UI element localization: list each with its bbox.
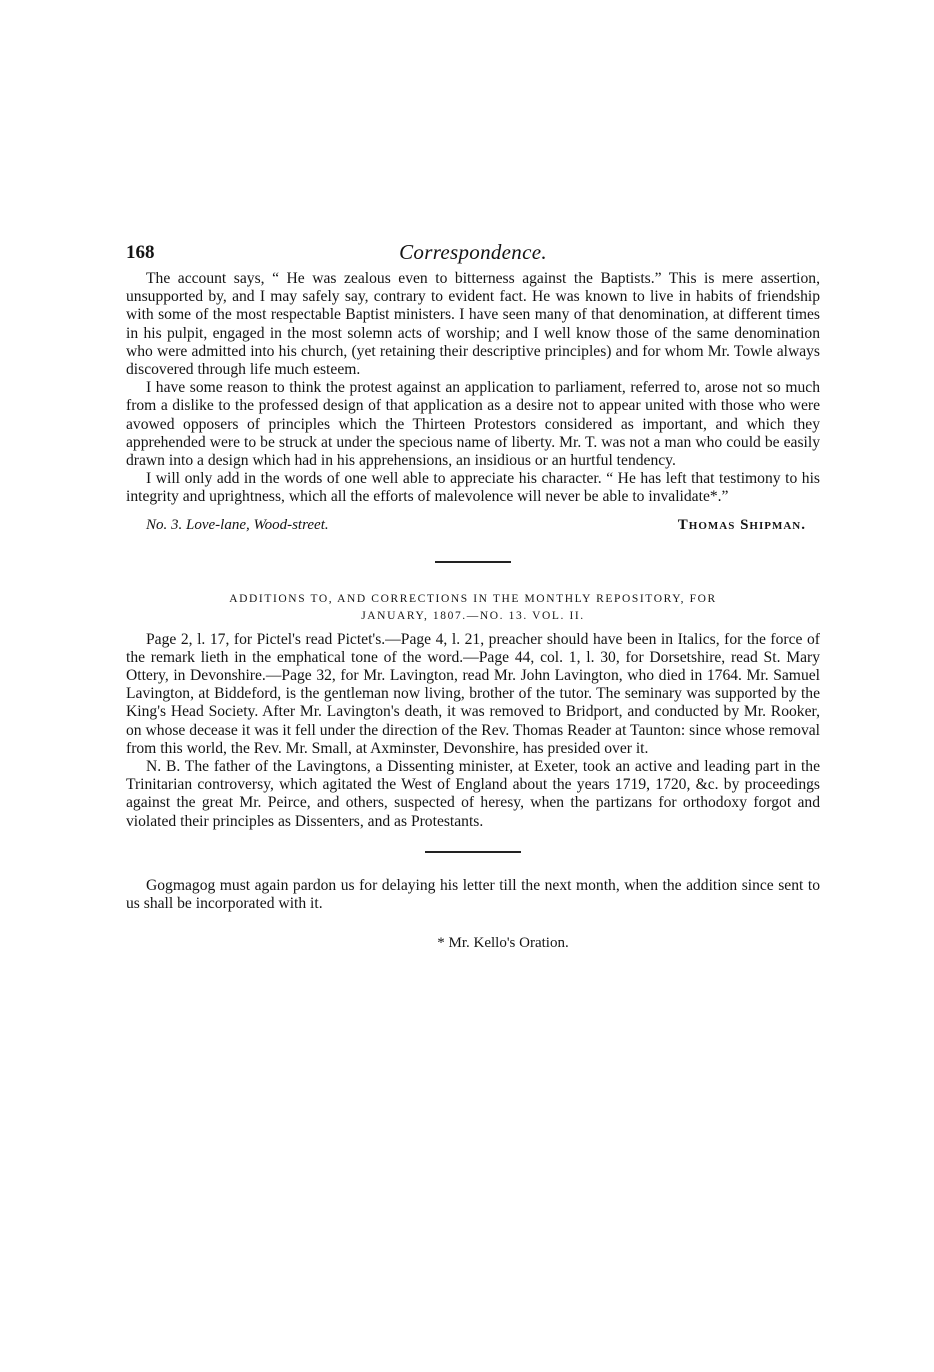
document-page [126, 240, 820, 952]
sender-address: No. 3. Love-lane, Wood-street. [146, 516, 329, 533]
letter-paragraph: I will only add in the words of one well able to appreciate his character. “ He has left that testimony to his integrity and uprightness, which all the efforts of malevolence will never be able to invalidate*.” [126, 470, 820, 506]
page-number: 168 [126, 242, 155, 263]
sender-name: Thomas Shipman. [677, 516, 806, 533]
page-header [126, 240, 820, 270]
letter-signature-block [126, 517, 820, 537]
section-divider [435, 561, 511, 563]
section-divider [425, 851, 521, 853]
letter-body [126, 270, 820, 507]
section-title-line: JANUARY, 1807.—NO. 13. VOL. II. [361, 609, 585, 622]
footnote: * Mr. Kello's Oration. [437, 935, 569, 952]
editor-notice: Gogmagog must again pardon us for delaying his letter till the next month, when the addition since sent to us shall be incorporated with it. [126, 876, 820, 913]
section-title-line: ADDITIONS TO, AND CORRECTIONS IN THE MONTHLY REPOSITORY, FOR [229, 592, 717, 605]
running-title: Correspondence. [399, 240, 547, 264]
letter-paragraph: I have some reason to think the protest against an application to parliament, referred to, arose not so much from a dislike to the professed design of that application as a desire not to appear united with those who were avowed opposers of principles which the Thirteen Protestors considered as important, and which they apprehended were to be struck at under the specious name of liberty. Mr. T. was not a man who could be easily drawn into a design which had in his apprehensions, an insidious or an hurtful tendency. [126, 379, 820, 470]
additions-body [126, 631, 820, 831]
letter-paragraph: The account says, “ He was zealous even to bitterness against the Baptists.” This is mere assertion, unsupported by, and I may safely say, contrary to evident fact. He was known to live in habits of friendship with some of the most respectable Baptist ministers. I have seen many of that denomination, at different times in his pulpit, engaged in the most solemn acts of worship; and I well know those of the same denomination who were admitted into his church, (yet retaining their descriptive principles) and for whom Mr. Towle always discovered through life much esteem. [126, 270, 820, 379]
section-title [126, 591, 820, 625]
additions-paragraph: N. B. The father of the Lavingtons, a Dissenting minister, at Exeter, took an active and leading part in the Trinitarian controversy, which agitated the West of England about the years 1719, 1720, &c. by proceedings against the great Mr. Peirce, and others, suspected of heresy, when the partizans for orthodoxy forgot and violated their principles as Dissenters, and as Protestants. [126, 758, 820, 830]
additions-paragraph: Page 2, l. 17, for Pictel's read Pictet's.—Page 4, l. 21, preacher should have been in Italics, for the force of the remark lieth in the emphatical tone of the word.—Page 44, col. 1, l. 30, for Dorsetshire, read St. Mary Ottery, in Devonshire.—Page 32, for Mr. Lavington, read Mr. John Lavington, who died in 1764. Mr. Samuel Lavington, at Biddeford, is the gentleman now living, brother of the tutor. The seminary was supported by the King's Head Society. After Mr. Lavington's death, it was removed to Bridport, and conducted by Mr. Rooker, on whose decease it was it fell under the direction of the Rev. Thomas Reader at Taunton: since whose removal from this world, the Rev. Mr. Small, at Axminster, Devonshire, has presided over it. [126, 630, 820, 757]
